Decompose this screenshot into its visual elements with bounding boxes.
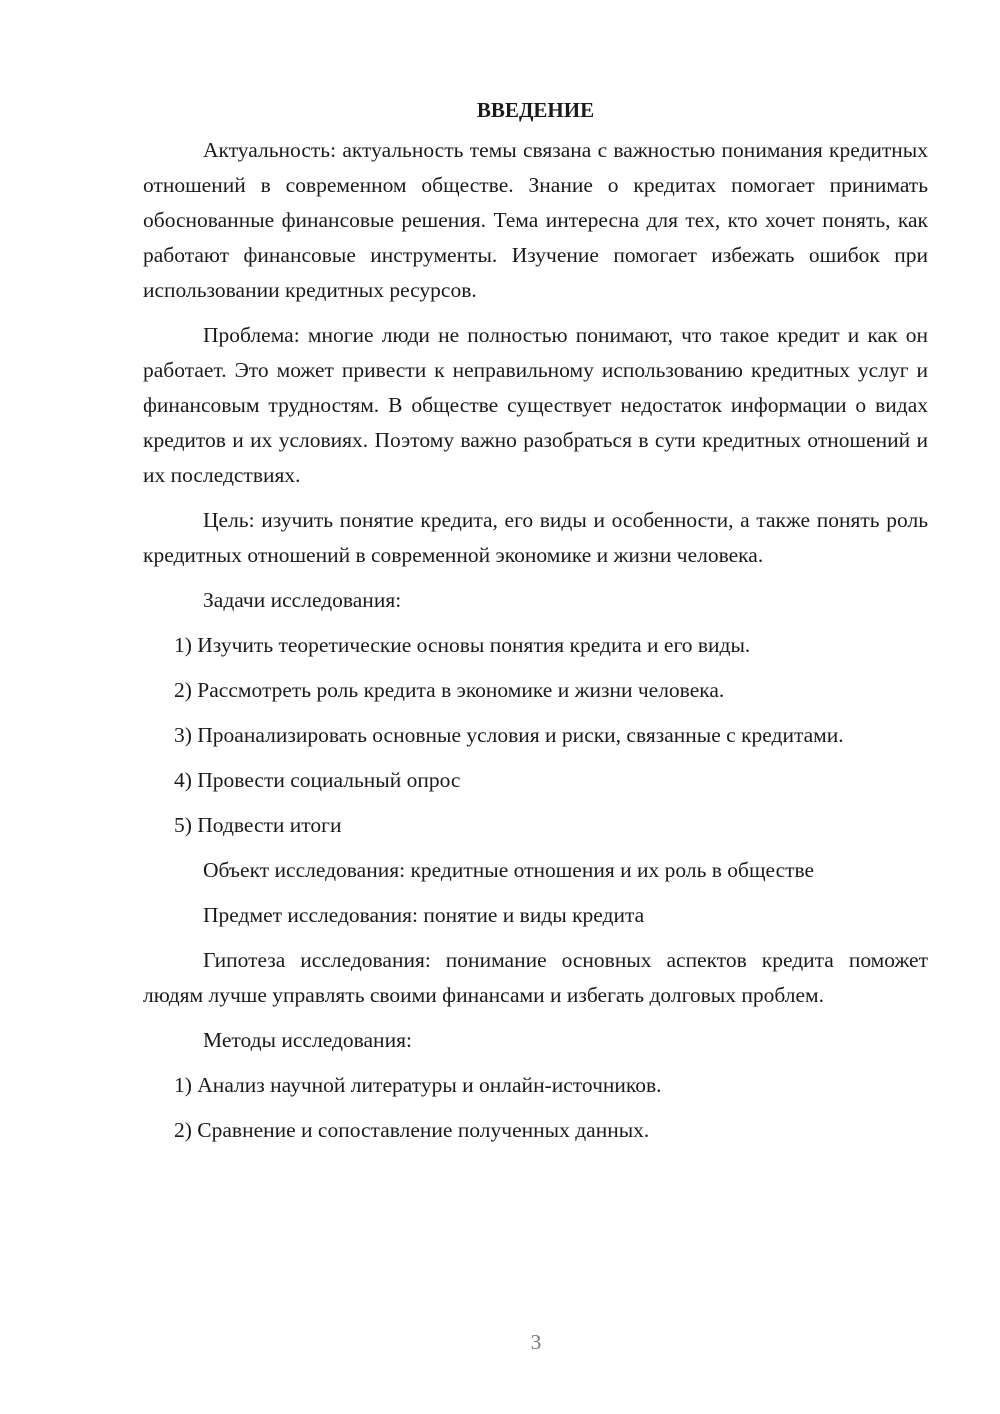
page-title: ВВЕДЕНИЕ bbox=[476, 98, 595, 122]
goal-paragraph: Цель: изучить понятие кредита, его виды и особенности, а также понять роль кредитных отношений в современной экономике и жизни человека. bbox=[143, 508, 928, 567]
method-item: 2) Сравнение и сопоставление полученных данных. bbox=[174, 1118, 650, 1142]
tasks-title: Задачи исследования: bbox=[203, 588, 402, 612]
task-item: 5) Подвести итоги bbox=[174, 813, 342, 837]
task-item: 4) Провести социальный опрос bbox=[174, 768, 461, 792]
object-paragraph: Объект исследования: кредитные отношения и их роль в обществе bbox=[203, 858, 815, 882]
page-number: 3 bbox=[530, 1330, 542, 1354]
task-item: 2) Рассмотреть роль кредита в экономике и жизни человека. bbox=[174, 678, 725, 702]
relevance-paragraph: Актуальность: актуальность темы связана с важностью понимания кредитных отношений в современном обществе. Знание о кредитах помогает принимать обоснованные финансовые решения. Тема интересна для тех, кто хочет понять, как работают финансовые инструменты. Изучение помогает избежать ошибок при использовании кредитных ресурсов. bbox=[143, 138, 928, 302]
task-item: 1) Изучить теоретические основы понятия кредита и его виды. bbox=[174, 633, 751, 657]
hypothesis-paragraph: Гипотеза исследования: понимание основных аспектов кредита поможет людям лучше управлять своими финансами и избегать долговых проблем. bbox=[143, 948, 928, 1007]
problem-paragraph: Проблема: многие люди не полностью понимают, что такое кредит и как он работает. Это может привести к неправильному использованию кредитных услуг и финансовым трудностям. В обществе существует недостаток информации о видах кредитов и их условиях. Поэтому важно разобраться в сути кредитных отношений и их последствиях. bbox=[143, 323, 928, 487]
subject-paragraph: Предмет исследования: понятие и виды кредита bbox=[203, 903, 645, 927]
method-item: 1) Анализ научной литературы и онлайн-источников. bbox=[174, 1073, 662, 1097]
document-page bbox=[143, 93, 928, 1158]
task-item: 3) Проанализировать основные условия и риски, связанные с кредитами. bbox=[174, 723, 844, 747]
methods-title: Методы исследования: bbox=[203, 1028, 412, 1052]
